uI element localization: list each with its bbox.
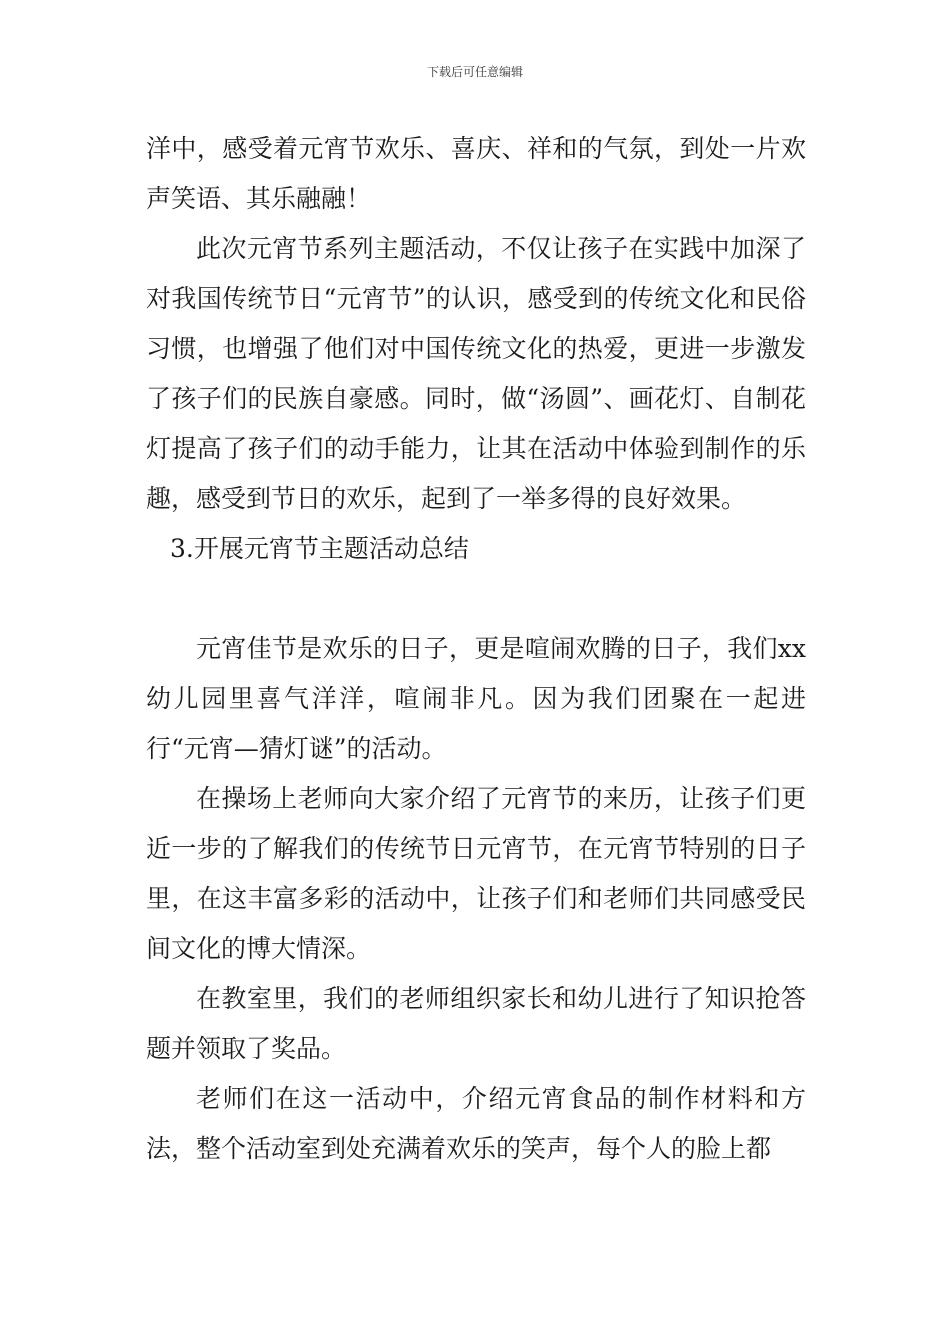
paragraph-2: 此次元宵节系列主题活动，不仅让孩子在实践中加深了对我国传统节日“元宵节”的认识，感受到的传统文化和民俗习惯，也增强了他们对中国传统文化的热爱，更进一步激发了孩子们的民族自豪感。同时，做“汤圆”、画花灯、自制花灯提高了孩子们的动手能力，让其在活动中体验到制作的乐趣，感受到节日的欢乐，起到了一举多得的良好效果。 (146, 234, 806, 513)
paragraph-5: 在教室里，我们的老师组织家长和幼儿进行了知识抢答题并领取了奖品。 (146, 984, 806, 1063)
section-heading: 3.开展元宵节主题活动总结 (170, 534, 469, 563)
paragraph-6: 老师们在这一活动中，介绍元宵食品的制作材料和方法，整个活动室到处充满着欢乐的笑声，每个人的脸上都 (146, 1084, 806, 1163)
paragraph-4: 在操场上老师向大家介绍了元宵节的来历，让孩子们更近一步的了解我们的传统节日元宵节，在元宵节特别的日子里，在这丰富多彩的活动中，让孩子们和老师们共同感受民间文化的博大情深。 (146, 784, 806, 963)
page-header-note: 下载后可任意编辑 (426, 65, 523, 79)
document-body (146, 124, 806, 1174)
paragraph-3: 元宵佳节是欢乐的日子，更是喧闹欢腾的日子，我们xx幼儿园里喜气洋洋，喧闹非凡。因为我们团聚在一起进行“元宵—猜灯谜”的活动。 (146, 634, 806, 763)
paragraph-1: 洋中，感受着元宵节欢乐、喜庆、祥和的气氛，到处一片欢声笑语、其乐融融！ (146, 134, 806, 213)
blank-line (146, 574, 806, 624)
